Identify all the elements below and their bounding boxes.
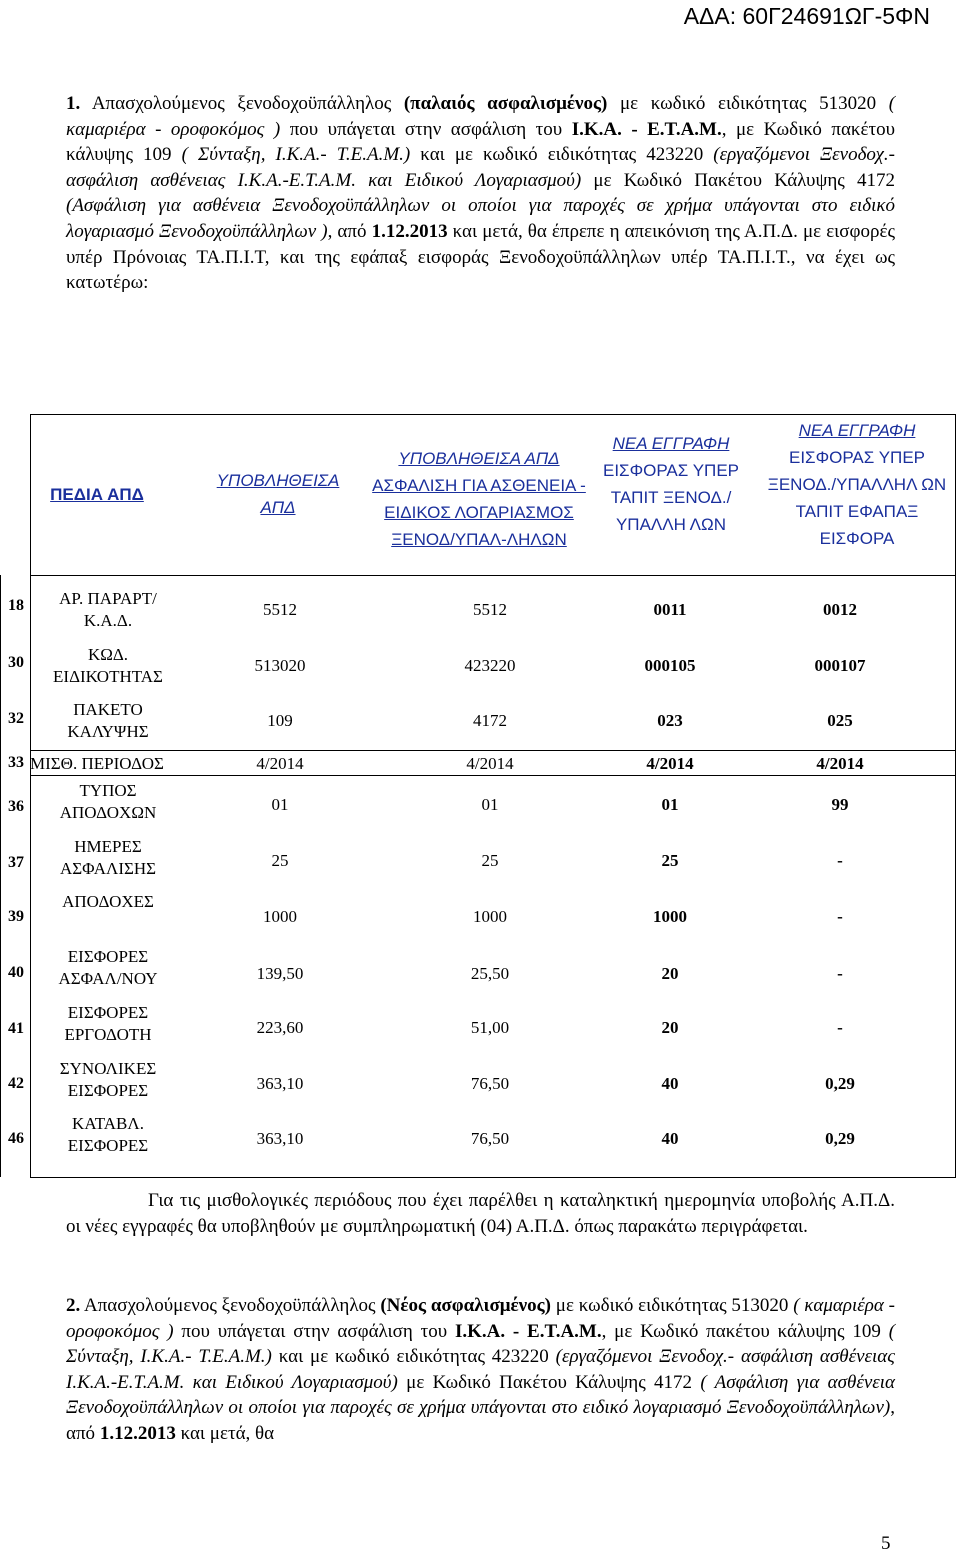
- cell-value: 513020: [254, 656, 306, 675]
- cell-value: 025: [827, 711, 853, 730]
- cell-value: 0011: [653, 600, 687, 619]
- cell-value: 0,29: [825, 1074, 855, 1093]
- row-number: 46: [8, 1130, 24, 1147]
- row-label: ΚΑΤΑΒΛ. ΕΙΣΦΟΡΕΣ: [67, 1114, 149, 1155]
- page-number: 5: [881, 1533, 891, 1554]
- cell-value: 5512: [263, 600, 297, 619]
- cell-value: 01: [481, 795, 499, 814]
- row-number: 39: [8, 908, 24, 925]
- row-number: 37: [8, 854, 24, 871]
- cell-value: 25: [271, 851, 289, 870]
- row-label: ΑΠΟΔΟΧΕΣ: [62, 892, 154, 911]
- row-number: 42: [8, 1075, 24, 1092]
- paragraph-1-number: 1.: [66, 93, 81, 114]
- cell-value: 223,60: [256, 1018, 304, 1037]
- row-number: 33: [8, 754, 24, 771]
- table-border: [30, 1177, 956, 1178]
- cell-value: 023: [657, 711, 683, 730]
- cell-value: 1000: [263, 907, 297, 926]
- cell-value: 109: [267, 711, 293, 730]
- cell-value: -: [837, 964, 843, 983]
- row-number: 40: [8, 964, 24, 981]
- paragraph-2: 2. Απασχολούμενος ξενοδοχοϋπάλληλος (Νέος ασφαλισμένος) με κωδικό ειδικότητας 513020 ( καμαριέρα - οροφοκόμος ) που υπάγεται στην ασφάλιση του Ι.Κ.Α. - Ε.Τ.Α.Μ., με Κωδικό πακέτου κάλυψης 109 ( Σύνταξη, Ι.Κ.Α.- Τ.Ε.Α.Μ.) και με κωδικό ειδικότητας 423220 (εργαζόμενοι Ξενοδοχ.- ασφάλιση ασθένειας Ι.Κ.Α.-Ε.Τ.Α.Μ. και Ειδικού Λογαριασμού) με Κωδικό Πακέτου Κάλυψης 4172 ( Ασφάλιση για ασθένεια Ξενοδοχοϋπάλληλων οι οποίοι για παροχές σε χρήμα υπάγονται στο ειδικό λογαριασμό Ξενοδοχοϋπάλληλων), από 1.12.2013 και μετά, θα: [66, 1295, 896, 1444]
- cell-value: 99: [831, 795, 849, 814]
- cell-value: 01: [661, 795, 679, 814]
- row-label: ΤΥΠΟΣ ΑΠΟΔΟΧΩΝ: [59, 781, 157, 822]
- cell-value: 000105: [644, 656, 696, 675]
- cell-value: 0,29: [825, 1129, 855, 1148]
- cell-value: 423220: [464, 656, 516, 675]
- cell-value: 1000: [653, 907, 687, 926]
- cell-value: 40: [661, 1129, 679, 1148]
- cell-value: 139,50: [256, 964, 304, 983]
- row-label: ΣΥΝΟΛΙΚΕΣ ΕΙΣΦΟΡΕΣ: [59, 1059, 157, 1100]
- cell-value: 4/2014: [816, 754, 864, 773]
- row-label: ΚΩΔ. ΕΙΔΙΚΟΤΗΤΑΣ: [53, 645, 163, 686]
- cell-value: 20: [661, 1018, 679, 1037]
- cell-value: 25,50: [470, 964, 510, 983]
- cell-value: 40: [661, 1074, 679, 1093]
- row-label: ΕΙΣΦΟΡΕΣ ΕΡΓΟΔΟΤΗ: [64, 1003, 152, 1044]
- cell-value: 20: [661, 964, 679, 983]
- ada-code: ΑΔΑ: 60Γ24691ΩΓ-5ΦΝ: [683, 3, 930, 29]
- row-label: ΜΙΣΘ. ΠΕΡΙΟΔΟΣ: [30, 754, 164, 773]
- row-label: ΕΙΣΦΟΡΕΣ ΑΣΦΑΛ/ΝΟΥ: [58, 947, 158, 988]
- header-submitted: ΥΠΟΒΛΗΘΕΙΣΑ ΑΠΔ: [216, 471, 340, 517]
- row-number: 30: [8, 654, 24, 671]
- cell-value: 4/2014: [256, 754, 304, 773]
- row-number: 32: [8, 710, 24, 727]
- cell-value: -: [837, 851, 843, 870]
- row-number: 36: [8, 798, 24, 815]
- cell-value: 76,50: [470, 1074, 510, 1093]
- paragraph-1: 1. Απασχολούμενος ξενοδοχοϋπάλληλος (παλαιός ασφαλισμένος) με κωδικό ειδικότητας 513020 ( καμαριέρα - οροφοκόμος ) που υπάγεται στην ασφάλιση του Ι.Κ.Α. - Ε.Τ.Α.Μ., με Κωδικό πακέτου κάλυψης 109 ( Σύνταξη, Ι.Κ.Α.- Τ.Ε.Α.Μ.) και με κωδικό ειδικότητας 423220 (εργαζόμενοι Ξενοδοχ.- ασφάλιση ασθένειας Ι.Κ.Α.-Ε.Τ.Α.Μ. και Ειδικού Λογαριασμού) με Κωδικό Πακέτου Κάλυψης 4172 (Ασφάλιση για ασθένεια Ξενοδοχοϋπάλληλων οι οποίοι για παροχές σε χρήμα υπάγονται στο ειδικό λογαριασμό Ξενοδοχοϋπάλληλων ), από 1.12.2013 και μετά, θα έπρεπε η απεικόνιση της Α.Π.Δ. με εισφορές υπέρ Πρόνοιας ΤΑ.Π.Ι.Τ, και της εφάπαξ εισφοράς Ξενοδοχοϋπάλληλων υπέρ ΤΑ.Π.Ι.Τ., να έχει ως κατωτέρω:: [66, 93, 896, 294]
- row-number: 41: [8, 1020, 24, 1037]
- cell-value: 25: [481, 851, 499, 870]
- header-new-entry-tapit: ΝΕΑ ΕΓΓΡΑΦΗ ΕΙΣΦΟΡΑΣ ΥΠΕΡ ΤΑΠΙΤ ΞΕΝΟΔ./ΥΠΑΛΛΗ ΛΩΝ: [603, 434, 739, 534]
- cell-value: 01: [271, 795, 289, 814]
- row-number: 18: [8, 597, 24, 614]
- cell-value: 4/2014: [646, 754, 694, 773]
- cell-value: 4172: [473, 711, 507, 730]
- cell-value: 4/2014: [466, 754, 514, 773]
- cell-value: 1000: [473, 907, 507, 926]
- row-label: ΗΜΕΡΕΣ ΑΣΦΑΛΙΣΗΣ: [59, 837, 157, 878]
- note-paragraph: Για τις μισθολογικές περιόδους που έχει παρέλθει η καταληκτική ημερομηνία υποβολής Α.Π.Δ. οι νέες εγγραφές θα υποβληθούν με συμπληρωματική (04) Α.Π.Δ. όπως παρακάτω περιγράφεται.: [66, 1190, 895, 1237]
- header-divider: [30, 575, 956, 576]
- apd-table: [8, 414, 956, 1177]
- cell-value: 363,10: [256, 1074, 304, 1093]
- header-new-entry-lump-sum: ΝΕΑ ΕΓΓΡΑΦΗ ΕΙΣΦΟΡΑΣ ΥΠΕΡ ΞΕΝΟΔ./ΥΠΑΛΛΗΛ ΩΝ ΤΑΠΙΤ ΕΦΑΠΑΞ ΕΙΣΦΟΡΑ: [767, 420, 947, 548]
- header-submitted-sickness: ΥΠΟΒΛΗΘΕΙΣΑ ΑΠΔ ΑΣΦΑΛΙΣΗ ΓΙΑ ΑΣΘΕΝΕΙΑ - ΕΙΔΙΚΟΣ ΛΟΓΑΡΙΑΣΜΟΣ ΞΕΝΟΔ/ΥΠΑΛ-ΛΗΛΩΝ: [372, 449, 586, 549]
- cell-value: 51,00: [470, 1018, 510, 1037]
- cell-value: 0012: [823, 600, 857, 619]
- row-label: ΠΑΚΕΤΟ ΚΑΛΥΨΗΣ: [67, 700, 149, 741]
- cell-value: 76,50: [470, 1129, 510, 1148]
- header-fields: ΠΕΔΙΑ ΑΠΔ: [50, 485, 144, 504]
- row-label: ΑΡ. ΠΑΡΑΡΤ/Κ.Α.Δ.: [59, 589, 157, 630]
- paragraph-2-number: 2.: [66, 1295, 81, 1316]
- cell-value: 25: [661, 851, 679, 870]
- cell-value: 363,10: [256, 1129, 304, 1148]
- cell-value: -: [837, 907, 843, 926]
- cell-value: -: [837, 1018, 843, 1037]
- cell-value: 000107: [814, 656, 866, 675]
- cell-value: 5512: [473, 600, 507, 619]
